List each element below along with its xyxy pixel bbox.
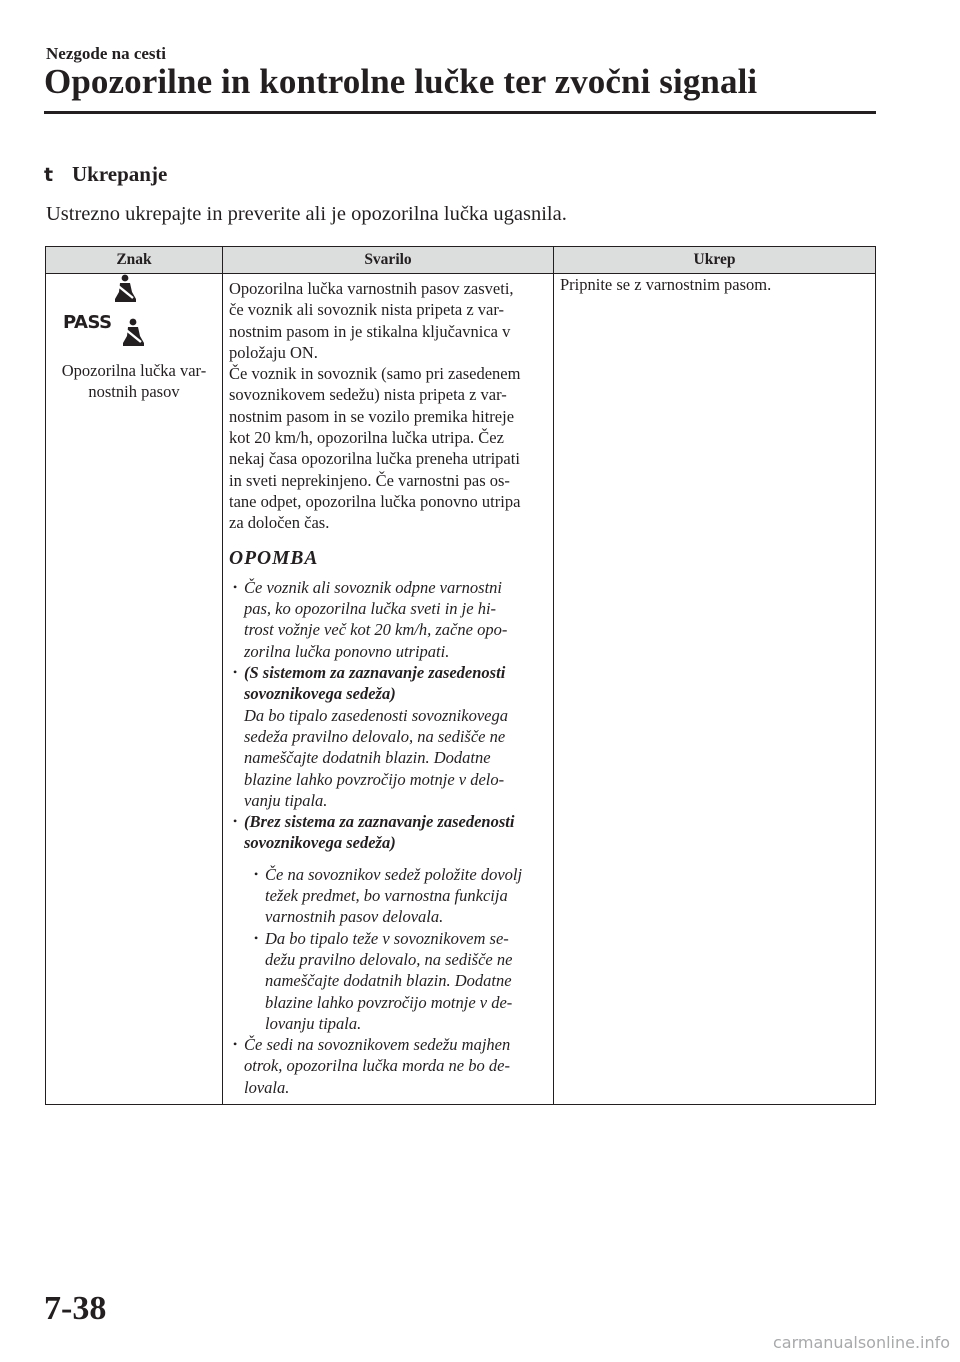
page-number: 7-38 [44,1290,107,1327]
passenger-seatbelt-warning-icon [120,318,146,348]
subnotes-list [244,864,549,1034]
intro-paragraph: Ustrezno ukrepajte in preverite ali je opozorilna lučka ugasnila. [46,203,567,225]
sign-cell [46,274,223,1105]
table-header-row [46,247,876,274]
note-heading: • (S sistemom za zaznavanje zasedenosti sovoznikovega sedeža) [244,663,506,704]
note-text: Da bo tipalo zasedenosti sovoznikovega sedeža pravilno delovalo, na sedišče ne nameščajte dodatnih blazin. Dodatne blazine lahko povzročijo motnje v delo- vanju tipala. [244,705,508,810]
header-warning: Svarilo [223,247,554,274]
header-sign: Znak [46,247,223,274]
list-item [229,1034,549,1098]
note-title: OPOMBA [229,547,319,569]
sign-label: Opozorilna lučka var- nostnih pasov [61,361,207,401]
subheading-marker-icon: t [44,164,54,186]
warning-icons [59,274,209,354]
action-cell [554,274,876,1105]
title-divider [44,111,876,114]
list-item [229,577,549,662]
list-item [244,864,549,928]
list-item [229,662,549,811]
watermark[interactable]: carmanualsonline.info [773,1333,951,1352]
list-item [244,928,549,1034]
notes-list [229,577,549,1098]
list-item [229,811,549,1034]
note-text: Če sedi na sovoznikovem sedežu majhen otrok, opozorilna lučka morda ne bo de- lovala. [244,1035,511,1097]
page-title: Opozorilne in kontrolne lučke ter zvočni signali [44,62,758,101]
warning-light-table [45,246,876,1105]
subheading-text: Ukrepanje [72,162,168,186]
note-text: Da bo tipalo teže v sovoznikovem se- dežu pravilno delovalo, na sedišče ne nameščajte dodatnih blazin. Dodatne blazine lahko povzročijo motnje v de- lovanju tipala. [265,928,513,1033]
note-text: Če voznik ali sovoznik odpne varnostni pas, ko opozorilna lučka sveti in je hi- trost vožnje več kot 20 km/h, začne opo- zorilna lučka ponovno utripati. [244,577,508,661]
table-row [46,274,876,1105]
description-text: Opozorilna lučka varnostnih pasov zasveti, če voznik ali sovoznik nista pripeta z var- nostnim pasom in je stikalna ključavnica v položaju ON. Če voznik in sovoznik (samo pri zasedenem sovoznikovem sedežu) nista pripeta z var- nostnim pasom in se vozilo premika hitreje kot 20 km/h, opozorilna lučka utripa. Čez nekaj časa opozorilna lučka preneha utripati in sveti neprekinjeno. Če varnostni pas os- tane odpet, opozorilna lučka ponovno utripa za določen čas. [229,279,521,533]
note-heading: • (Brez sistema za zaznavanje zasedenosti sovoznikovega sedeža) [244,812,515,853]
subheading [44,162,167,187]
header-action: Ukrep [554,247,876,274]
section-label: Nezgode na cesti [46,44,166,63]
seatbelt-warning-icon [112,274,138,304]
note-text: Če na sovoznikov sedež položite dovolj težek predmet, bo varnostna funkcija varnostnih pasov delovala. [265,864,523,927]
description-cell [223,274,554,1105]
action-text: Pripnite se z varnostnim pasom. [560,275,772,294]
pass-label: PASS [63,312,112,333]
